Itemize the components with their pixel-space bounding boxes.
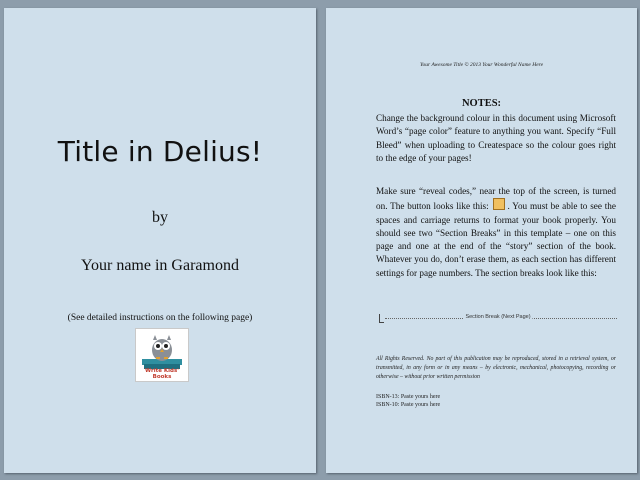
notes-paragraph-reveal-codes <box>376 185 616 280</box>
notes-heading: NOTES: <box>461 98 502 109</box>
reveal-codes-text: Make sure “reveal codes,” near the top of the screen, is turned on. The button looks like this: <box>376 186 616 212</box>
author-name: Your name in Garamond <box>81 257 239 274</box>
paragraph-mark-icon <box>493 198 505 210</box>
right-page <box>326 8 637 473</box>
isbn-10: ISBN-10: Paste yours here <box>376 402 441 408</box>
left-page <box>4 8 316 473</box>
rights-statement: All Rights Reserved. No part of this publication may be reproduced, stored in a retrieval system, or transmitted, in any form or in any means – by electronic, mechanical, photocopying, recording or otherwise – without prior written permission <box>376 356 616 380</box>
section-break-label: Section Break (Next Page) <box>465 314 531 320</box>
section-break-marker <box>379 314 617 323</box>
section-break-return-icon <box>379 314 384 323</box>
notes-paragraph-background: Change the background colour in this document using Microsoft Word’s “page color” feature to anything you want. Specify “Full Bleed” when uploading to Createspace so the colour goes right to the edge of your pages! <box>376 113 616 163</box>
section-break-text: . You must be able to see the spaces and carriage returns to format your book properly. You should see two “Section Breaks” in this template – one on this page and one at the end of the “story” section of the book. Whatever you do, don’t erase them, as each section has different settings for page numbers. The section breaks look like this: <box>376 201 616 278</box>
byline: by <box>152 209 168 226</box>
running-head: Your Awesome Title © 2013 Your Wonderful Name Here <box>419 62 544 68</box>
instructions-note: (See detailed instructions on the following page) <box>67 313 253 323</box>
publisher-logo <box>135 328 189 382</box>
owl-on-books-icon <box>136 329 188 373</box>
isbn-13: ISBN-13: Paste yours here <box>376 394 441 400</box>
book-title: Title in Delius! <box>57 135 263 168</box>
logo-text: Write Kids' Books <box>145 368 179 380</box>
